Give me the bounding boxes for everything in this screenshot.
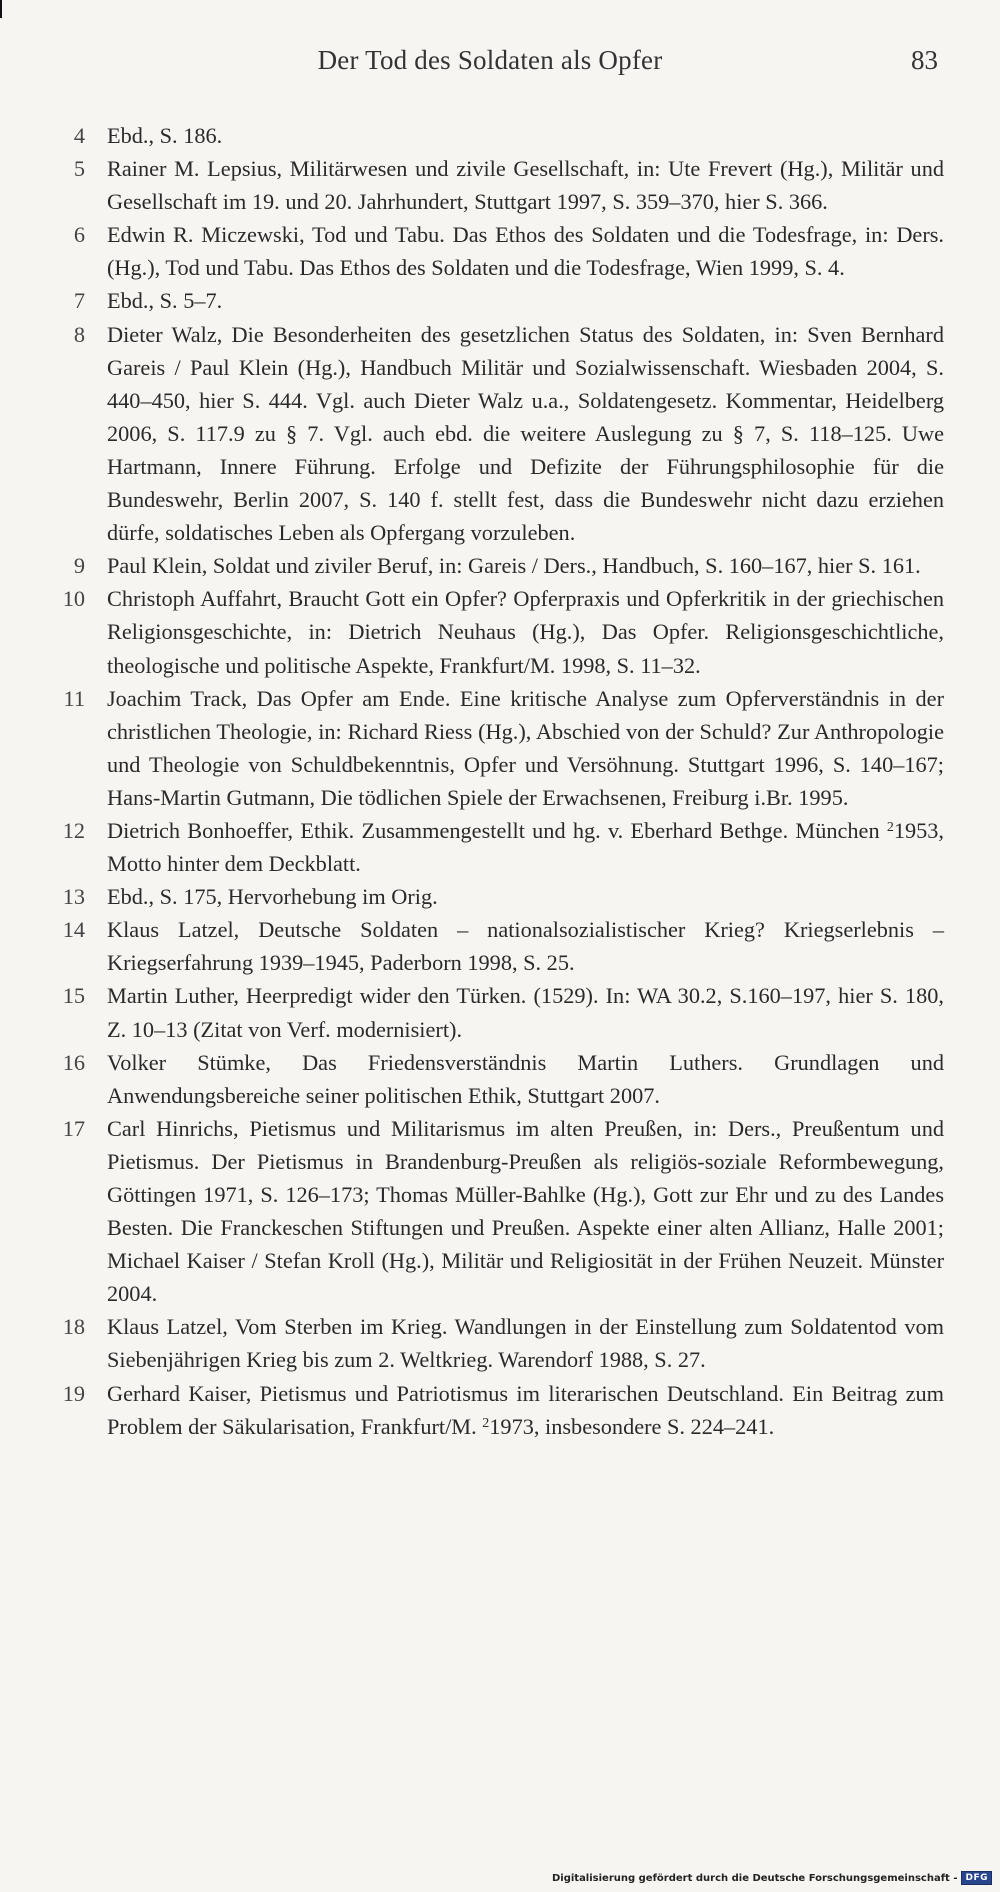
footnote-15 [56,979,944,1045]
footnote-7 [56,284,944,317]
footnote-number: 9 [73,553,85,579]
footnote-number: 4 [73,123,85,148]
footnote-8 [56,318,944,550]
footnote-text: Ebd., S. 175, Hervorhebung im Orig. [107,884,438,910]
page-number: 83 [911,45,938,75]
footnote-number: 6 [73,222,85,248]
footnote-12 [56,814,944,880]
footnote-text: Klaus Latzel, Deutsche Soldaten – nationalsozialistischer Krieg? Kriegserlebnis – Kriegserfahrung 1939–1945, Paderborn 1998, S. 25. [107,917,944,976]
footnote-number: 10 [62,586,85,612]
page-title: Der Tod des Soldaten als Opfer [317,45,663,75]
footnote-number: 12 [62,817,85,843]
dfg-credit-text: Digitalisierung gefördert durch die Deutsche Forschungsgemeinschaft - [551,1872,958,1884]
footnote-number: 5 [73,156,85,182]
footnote-9 [56,549,944,582]
footnote-number: 11 [63,685,85,711]
footnote-text [107,818,944,876]
footnote-11 [56,682,944,814]
footnote-18 [56,1310,944,1376]
footnote-text-after: 1953, Motto hinter dem Deckblatt. [107,817,944,877]
footnote-number: 8 [73,321,85,347]
edition-superscript: 2 [886,819,894,835]
scan-edge-mark [0,0,2,18]
footnote-text: Joachim Track, Das Opfer am Ende. Eine kritische Analyse zum Opferverständnis in der christlichen Theologie, in: Richard Riess (Hg.), Abschied von der Schuld? Zur Anthropologie und Theologie von Schuldbekenntnis, Opfer und Versöhnung. Stuttgart 1996, S. 140–167; Hans-Martin Gutmann, Die tödlichen Spiele der Erwachsenen, Freiburg i.Br. 1995. [107,685,944,810]
footnote-text: Carl Hinrichs, Pietismus und Militarismus im alten Preußen, in: Ders., Preußentum und Pietismus. Der Pietismus in Brandenburg-Preußen als religiös-soziale Reformbewegung, Göttingen 1971, S. 126–173; Thomas Müller-Bahlke (Hg.), Gott zur Ehr und zu des Landes Besten. Die Franckeschen Stiftungen und Preußen. Aspekte einer alten Allianz, Halle 2001; Michael Kaiser / Stefan Kroll (Hg.), Militär und Religiosität in der Frühen Neuzeit. Münster 2004. [107,1115,944,1307]
footnote-text: Christoph Auffahrt, Braucht Gott ein Opfer? Opferpraxis und Opferkritik in der griechischen Religionsgeschichte, in: Dietrich Neuhaus (Hg.), Das Opfer. Religionsgeschichtliche, theologische und politische Aspekte, Frankfurt/M. 1998, S. 11–32. [107,586,944,678]
footnote-text: Rainer M. Lepsius, Militärwesen und zivile Gesellschaft, in: Ute Frevert (Hg.), Militär und Gesellschaft im 19. und 20. Jahrhundert, Stuttgart 1997, S. 359–370, hier S. 366. [107,156,944,215]
footnote-text: Ebd., S. 5–7. [107,288,223,314]
dfg-credit [552,1870,992,1886]
footnote-19 [56,1377,944,1443]
footnote-17 [56,1112,944,1311]
dfg-logo-icon: DFG [961,1871,992,1885]
footnote-number: 16 [62,1049,85,1075]
footnote-text [107,1381,944,1439]
footnote-number: 13 [62,884,85,910]
footnote-14 [56,913,944,979]
footnote-text: Paul Klein, Soldat und ziviler Beruf, in: Gareis / Ders., Handbuch, S. 160–167, hier S. 161. [107,553,921,579]
footnote-text: Martin Luther, Heerpredigt wider den Türken. (1529). In: WA 30.2, S.160–197, hier S. 180, Z. 10–13 (Zitat von Verf. modernisiert). [107,983,944,1042]
footnote-number: 15 [62,983,85,1009]
footnote-text-before: Gerhard Kaiser, Pietismus und Patriotismus im literarischen Deutschland. Ein Beitrag zum Problem der Säkularisation, Frankfurt/M. [107,1380,944,1439]
footnote-number: 18 [62,1314,85,1340]
footnote-text: Edwin R. Miczewski, Tod und Tabu. Das Ethos des Soldaten und die Todesfrage, in: Ders. (Hg.), Tod und Tabu. Das Ethos des Soldaten und die Todesfrage, Wien 1999, S. 4. [107,222,944,281]
footnote-13 [56,880,944,913]
edition-superscript: 2 [482,1415,490,1431]
footnote-text: Volker Stümke, Das Friedensverständnis Martin Luthers. Grundlagen und Anwendungsbereiche seiner politischen Ethik, Stuttgart 2007. [107,1049,944,1108]
footnote-number: 14 [62,917,85,943]
footnote-text-after: 1973, insbesondere S. 224–241. [489,1413,775,1439]
footnote-number: 19 [62,1380,85,1406]
footnote-5 [56,152,944,218]
footnote-number: 17 [62,1115,85,1141]
footnote-16 [56,1046,944,1112]
footnote-text: Klaus Latzel, Vom Sterben im Krieg. Wandlungen in der Einstellung zum Soldatentod vom Siebenjährigen Krieg bis zum 2. Weltkrieg. Warendorf 1988, S. 27. [107,1314,944,1373]
footnote-10 [56,582,944,681]
footnote-number: 7 [73,288,85,314]
footnote-text: Dieter Walz, Die Besonderheiten des gesetzlichen Status des Soldaten, in: Sven Bernhard Gareis / Paul Klein (Hg.), Handbuch Militär und Sozialwissenschaft. Wiesbaden 2004, S. 440–450, hier S. 444. Vgl. auch Dieter Walz u.a., Soldatengesetz. Kommentar, Heidelberg 2006, S. 117.9 zu § 7. Vgl. auch ebd. die weitere Auslegung zu § 7, S. 118–125. Uwe Hartmann, Innere Führung. Erfolge und Defizite der Führungsphilosophie für die Bundeswehr, Berlin 2007, S. 140 f. stellt fest, dass die Bundeswehr nicht dazu erziehen dürfe, soldatisches Leben als Opfergang vorzuleben. [107,321,944,546]
footnote-text-before: Dietrich Bonhoeffer, Ethik. Zusammengestellt und hg. v. Eberhard Bethge. München [107,817,887,843]
footnote-list [56,119,944,1443]
footnote-6 [56,218,944,284]
footnote-4 [56,119,944,152]
running-head [0,45,1000,85]
footnote-text: Ebd., S. 186. [107,123,223,148]
